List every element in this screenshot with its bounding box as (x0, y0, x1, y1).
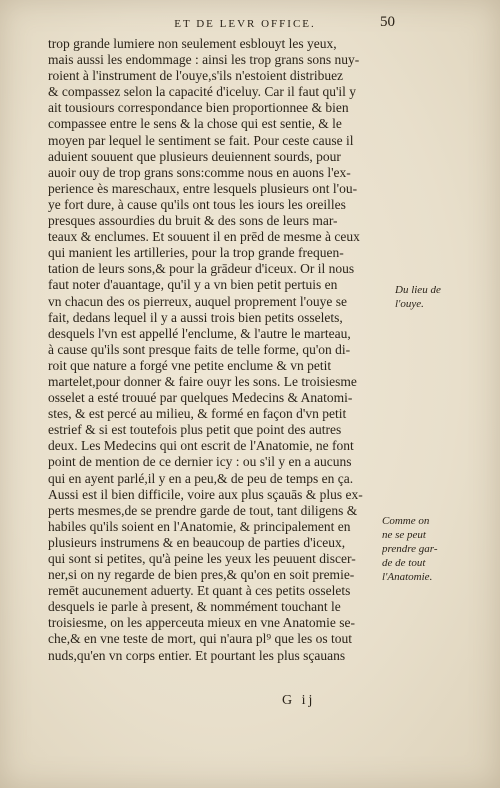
text-line: Aussi est il bien difficile, voire aux plus sçauās & plus ex- (48, 486, 363, 502)
text-line: tation de leurs sons,& pour la grādeur d'iceux. Or il nous (48, 261, 355, 277)
margin-note-ear-location (395, 283, 465, 311)
body-text (48, 36, 388, 664)
text-line: che,& en vne teste de mort, qui n'aura pl⁹ que les os tout (48, 631, 353, 647)
text-line: estrief & si est toutefois plus petit que point des autres (48, 422, 342, 438)
text-line: habiles qu'ils soient en l'Anatomie, & principalement en (48, 518, 351, 534)
text-line: trop grande lumiere non seulement esblouyt les yeux, (48, 36, 337, 51)
text-line: moyen par lequel le sentiment se fait. Pour ceste cause il (48, 132, 354, 148)
text-line: aduient souuent que plusieurs deuiennent sourds, pour (48, 148, 341, 164)
margin-note-line: prendre gar- (382, 543, 438, 555)
text-line: faut noter d'auantage, qu'il y a vn bien petit pertuis en (48, 277, 338, 293)
margin-note-line: de de tout (382, 557, 426, 569)
text-line: qui en ayent parlé,il y en a peu,& de peu de temps en ça. (48, 470, 354, 486)
margin-note-line: l'ouye. (395, 298, 424, 310)
text-line: ait tousiours correspondance bien proportionnee & bien (48, 100, 349, 116)
text-line: & compassez selon la capacité d'iceluy. Car il faut qu'il y (48, 84, 357, 100)
text-line: desquels ie parle à present, & nommément touchant le (48, 599, 341, 615)
page-number: 50 (380, 14, 395, 30)
text-line: vn chacun des os pierreux, auquel proprement l'ouye se (48, 293, 347, 309)
text-line: compassee entre le sens & la chose qui est sentie, & le (48, 116, 342, 132)
text-line: stes, & est percé au milieu, & formé en façon d'vn petit (48, 406, 347, 422)
text-line: auoir ouy de trop grans sons:comme nous en auons l'ex- (48, 164, 351, 180)
text-line: point de mention de ce dernier icy : ou s'il y en a aucuns (48, 454, 352, 470)
text-line: presques assourdies du bruit & des sons de leurs mar- (48, 213, 338, 229)
text-line: à cause qu'ils sont presque faits de telle forme, qu'on di- (48, 341, 351, 357)
text-line: troisiesme, on les apperceuta mieux en vne Anatomie se- (48, 615, 356, 631)
text-line: qui sont si petites, qu'à peine les yeux les peuuent discer- (48, 551, 356, 566)
text-line: martelet,pour donner & faire ouyr les sons. Le troisiesme (48, 373, 357, 389)
text-line: desquels l'vn est appellé l'enclume, & l'autre le marteau, (48, 325, 351, 341)
text-line: roient à l'instrument de l'ouye,s'ils n'estoient distribuez (48, 68, 344, 84)
text-line: qui manient les artilleries, pour la trop grande frequen- (48, 245, 344, 261)
text-line: plusieurs instrumens & en beaucoup de parties d'iceux, (48, 534, 346, 550)
text-line: osselet a esté trouué par quelques Medecins & Anatomi- (48, 390, 353, 406)
text-line: ye fort dure, à cause qu'ils ont tous les iours les oreilles (48, 196, 346, 212)
text-line: fait, dedans lequel il y a aussi trois bien petits osselets, (48, 309, 343, 325)
margin-note-line: ne se peut (382, 529, 426, 541)
text-line: perience ès mareschaux, entre lesquels plusieurs ont l'ou- (48, 180, 358, 196)
text-line: ner,si on ny regarde de bien pres,& qu'on en soit premie- (48, 567, 355, 583)
margin-note-line: l'Anatomie. (382, 571, 433, 583)
text-line: teaux & enclumes. Et souuent il en prēd de mesme à ceux (48, 229, 360, 245)
text-line: mais aussi les endommage : ainsi les trop grans sons nuy- (48, 52, 360, 68)
margin-note-anatomy (382, 514, 462, 584)
text-line: perts mesmes,de se prendre garde de tout, tant diligens & (48, 502, 358, 518)
text-line: nuds,qu'en vn corps entier. Et pourtant les plus sçauans (48, 647, 346, 663)
running-head: ET DE LEVR OFFICE. (174, 18, 316, 30)
text-line: remēt aucunement aduerty. Et quant à ces petits osselets (48, 583, 351, 599)
text-line: roit que nature a forgé vne petite enclume & vn petit (48, 357, 332, 373)
margin-note-line: Du lieu de (395, 284, 441, 296)
signature-mark: G ij (282, 693, 316, 708)
margin-note-line: Comme on (382, 515, 430, 527)
text-line: deux. Les Medecins qui ont escrit de l'Anatomie, ne font (48, 438, 354, 454)
